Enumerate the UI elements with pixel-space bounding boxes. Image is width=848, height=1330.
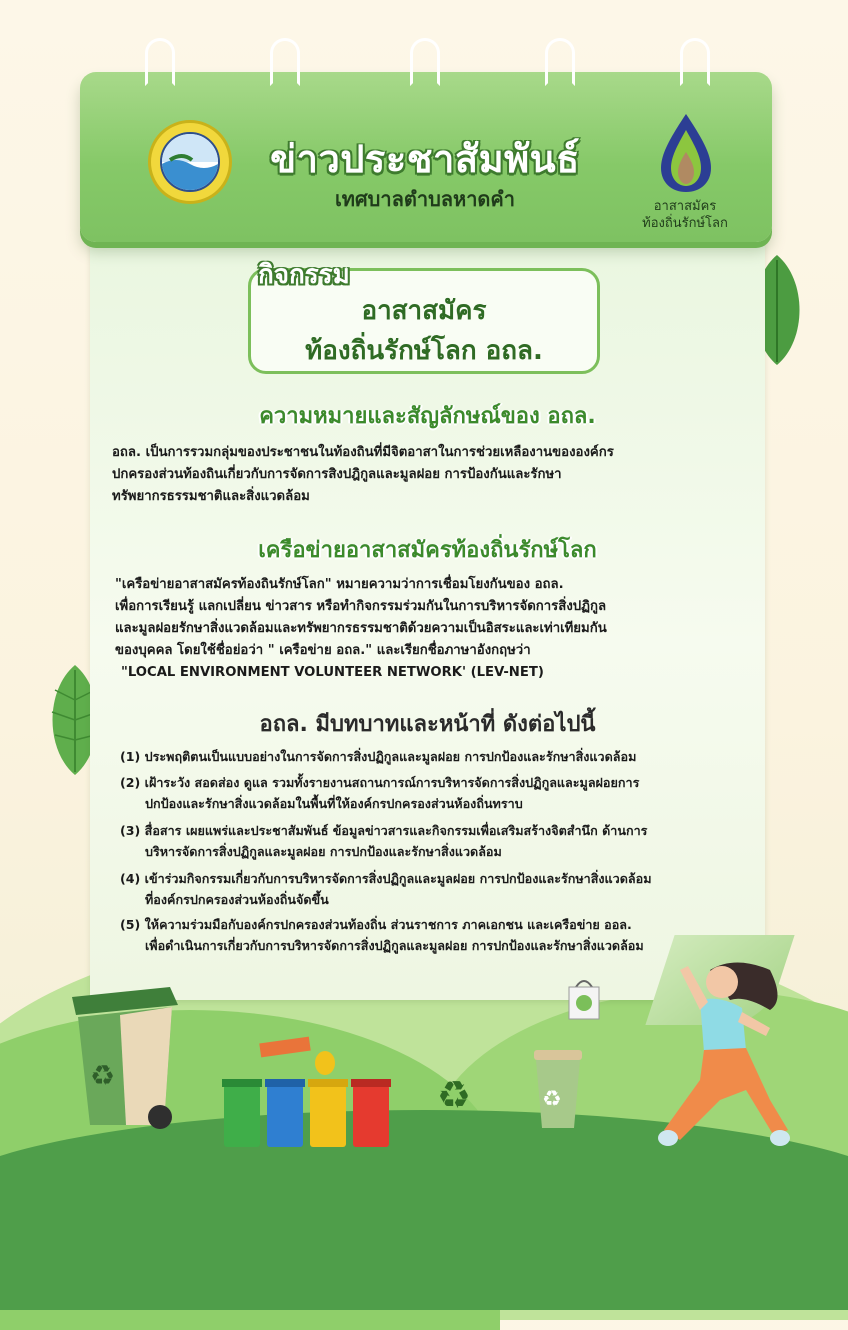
brand-line: ท้องถิ่นรักษ์โลก xyxy=(642,216,728,231)
role-text: ที่องค์กรปกครองส่วนห้องถิ่นจัดขึ้น xyxy=(145,892,329,907)
text-line: "LOCAL ENVIRONMENT VOLUNTEER NETWORK' (LEV-NET) xyxy=(121,665,544,680)
role-item xyxy=(120,820,647,862)
role-text: (5) ให้ความร่วมมือกับองค์กรปกครองส่วนท้องถิ่น ส่วนราชการ ภาคเอกชน และเครือข่าย ออล. xyxy=(120,917,632,932)
activity-title: ท้องถิ่นรักษ์โลก อถล. xyxy=(305,336,543,366)
trash-bin-icon xyxy=(60,975,190,1135)
page-subtitle: เทศบาลตำบลหาดคำ xyxy=(334,187,516,211)
text-line: อถล. เป็นการรวมกลุ่มของประชาชนในท้องถินที่มีจิตอาสาในการช่วยเหลืองานขององค์กร xyxy=(112,445,614,460)
text-line: "เครือข่ายอาสาสมัครท้องถินรักษ์โลก" หมายความว่าการเชื่อมโยงกันของ อถล. xyxy=(115,577,564,592)
recycle-icon xyxy=(436,1072,478,1114)
cup-icon xyxy=(528,1048,588,1130)
activity-title: อาสาสมัคร xyxy=(361,296,487,326)
meaning-paragraph xyxy=(112,442,614,508)
section-heading-meaning: ความหมายและสัญลักษณ์ของ อถล. xyxy=(259,404,596,429)
activity-tag: กิจกรรม xyxy=(258,260,350,290)
svg-text:♻: ♻ xyxy=(437,1073,472,1114)
text-line: ทรัพยากรธรรมชาติและสิ่งแวดล้อม xyxy=(112,489,310,504)
svg-text:♻: ♻ xyxy=(542,1087,562,1112)
role-item xyxy=(120,772,639,814)
role-text: (1) ประพฤติตนเป็นแบบอย่างในการจัดการสิ่งปฏิกูลและมูลฝอย การปกป้องและรักษาสิ่งแวดล้อม xyxy=(120,749,637,764)
recycling-bins-icon xyxy=(220,1035,395,1150)
text-line: ปกครองส่วนท้องถินเกี่ยวกับการจัดการสิงปฎิกูลและมูลฝอย การป้องกันและรักษา xyxy=(112,467,562,482)
role-text: (3) สื่อสาร เผยแพร่และประชาสัมพันธ์ ข้อมูลข่าวสารและกิจกรรมเพื่อเสริมสร้างจิตสำนึก ด้านการ xyxy=(120,823,648,838)
bag-icon xyxy=(566,975,602,1021)
binder-ring xyxy=(270,38,300,86)
svg-text:♻: ♻ xyxy=(90,1059,116,1092)
binder-ring xyxy=(410,38,440,86)
role-text: (4) เข้าร่วมกิจกรรมเกี่ยวกับการบริหารจัดการสิ่งปฏิกูลและมูลฝอย การปกป้องและรักษาสิ่งแวดล้อม xyxy=(120,871,652,886)
text-line: เพื่อการเรียนรู้ แลกเปลี่ยน ข่าวสาร หรือทำกิจกรรมร่วมกันในการบริหารจัดการสิ่งปฏิกูล xyxy=(115,599,607,614)
section-heading-network: เครือข่ายอาสาสมัครท้องถิ่นรักษ์โลก xyxy=(258,538,597,563)
water-drop-logo-icon xyxy=(655,112,717,194)
role-text: บริหารจัดการสิ่งปฏิกูลและมูลฝอย การปกป้องและรักษาสิ่งแวดล้อม xyxy=(145,844,502,859)
text-line: และมูลฝอยรักษาสิ่งแวดล้อมและทรัพยากรธรรมชาติด้วยความเป็นอิสระและเท่าเทียมกัน xyxy=(115,621,607,636)
brand-line: อาสาสมัคร xyxy=(653,199,717,214)
brand-caption xyxy=(620,198,750,232)
text-line: ของบุคคล โดยใช้ชื่อย่อว่า " เครือข่าย อถล." และเรียกชื่อภาษาอังกฤษว่า xyxy=(115,643,531,658)
role-text: ปกป้องและรักษาสิ่งแวดล้อมในพื้นที่ให้องค์กรปกครองส่วนห้องถิ่นทราบ xyxy=(145,796,523,811)
binder-ring xyxy=(545,38,575,86)
role-item xyxy=(120,746,636,767)
role-text: (2) เฝ้าระวัง สอดส่อง ดูแล รวมทั้งรายงานสถานการณ์การบริหารจัดการสิ่งปฏิกูลและมูลฝอยการ xyxy=(120,775,640,790)
binder-ring xyxy=(145,38,175,86)
role-text: เพื่อดำเนินการเกี่ยวกับการบริหารจัดการสิ่งปฏิกูลและมูลฝอย การปกป้องและรักษาสิ่งแวดล้อม xyxy=(145,938,644,953)
role-item xyxy=(120,914,644,956)
role-item xyxy=(120,868,652,910)
network-paragraph xyxy=(115,574,607,684)
binder-ring xyxy=(680,38,710,86)
page-title: ข่าวประชาสัมพันธ์ xyxy=(270,137,580,181)
section-heading-roles: อถล. มีบทบาทและหน้าที่ ดังต่อไปนี้ xyxy=(259,712,596,737)
woman-running-illustration xyxy=(650,940,800,1155)
